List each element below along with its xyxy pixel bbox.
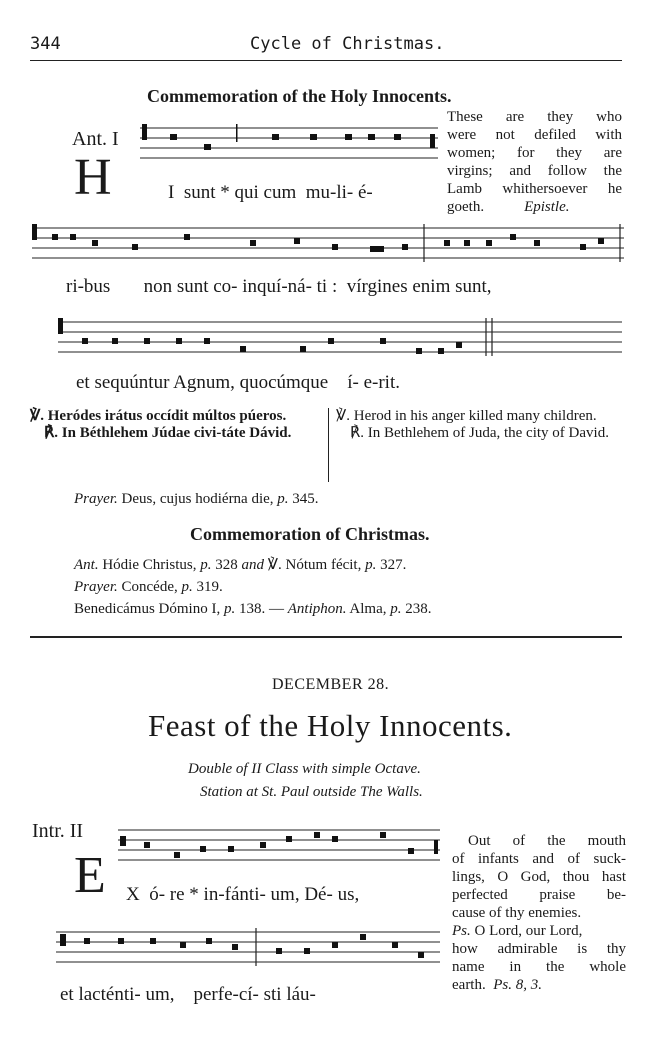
chant-staff-1 (140, 120, 438, 168)
versicle-latin-text: ℣. Heródes irátus occídit múltos púeros. (30, 408, 287, 424)
ant-label: Ant. (74, 557, 99, 573)
section-divider (30, 636, 622, 638)
page-ref-number: 327. (380, 557, 407, 573)
page-ref-number: 328 (215, 557, 238, 573)
translation-block-innocents (447, 108, 622, 216)
translation-line: cause of thy enemies. (452, 905, 582, 921)
prayer-text: Concéde, (121, 579, 178, 595)
translation-line: women; for they are (447, 145, 622, 161)
translation-line: name in the whole (452, 959, 626, 975)
page-ref-abbrev: p. (181, 579, 193, 595)
section-title-christmas: Commemoration of Christmas. (190, 524, 430, 544)
response-english-text: ℟. In Bethlehem of Juda, the city of David. (350, 425, 609, 441)
header-rule (30, 60, 622, 61)
page-ref-number: 138. — (238, 601, 284, 617)
lyric-line-3: et sequúntur Agnum, quocúmque í- e-rit. (76, 372, 400, 393)
ant-text: Hódie Christus, (102, 557, 197, 573)
page-ref-abbrev: p. (365, 557, 377, 573)
translation-block-feast (452, 832, 626, 994)
running-title: Cycle of Christmas. (250, 34, 445, 54)
page-number: 344 (30, 34, 61, 54)
versicle-text: ℣. Nótum fécit, (267, 557, 362, 573)
psalm-reference: Ps. 8, 3. (493, 977, 542, 993)
feast-station: Station at St. Paul outside The Walls. (200, 784, 423, 800)
page-ref-abbrev: p. (200, 557, 212, 573)
feast-date: DECEMBER 28. (272, 676, 390, 693)
lyric-line-1: I sunt * qui cum mu-li- é- (168, 182, 373, 203)
lyric-line-2: ri-bus non sunt co- inquí-ná- ti : vírgines enim sunt, (66, 276, 492, 297)
antiphon-label: Antiphon. (287, 601, 347, 617)
page-ref-number: 238. (405, 601, 432, 617)
page-ref-number: 319. (196, 579, 223, 595)
translation-line: earth. (452, 977, 486, 993)
versicle-english (336, 408, 624, 442)
translation-line: virgins; and follow the (447, 163, 622, 179)
chant-staff-5 (56, 922, 440, 974)
feast-title: Feast of the Holy Innocents. (148, 708, 513, 743)
benedicamus-line (74, 600, 432, 618)
introit-lyric-line-2: et lacténti- um, perfe-cí- sti láu- (60, 984, 316, 1005)
prayer-label: Prayer. (74, 491, 118, 507)
drop-cap-e: E (74, 847, 106, 904)
chant-staff-2 (32, 218, 624, 270)
chant-staff-4 (118, 820, 440, 872)
conjunction: and (241, 557, 265, 573)
prayer-line-innocents (74, 490, 319, 508)
chant-staff-3 (58, 312, 622, 366)
introit-mode-label: Intr. II (32, 820, 84, 842)
antiphon-text: Alma, (349, 601, 387, 617)
page-ref-abbrev: p. (390, 601, 402, 617)
column-divider (328, 408, 329, 482)
translation-line: goeth. (447, 199, 485, 215)
section-title-innocents: Commemoration of the Holy Innocents. (147, 86, 452, 106)
translation-line: perfected praise be- (452, 887, 626, 903)
translation-line: O Lord, our Lord, (474, 923, 583, 939)
versicle-english-text: ℣. Herod in his anger killed many children. (336, 408, 597, 424)
response-latin-text: ℟. In Béthlehem Júdae civi-táte Dávid. (44, 425, 292, 441)
epistle-reference: Epistle. (524, 199, 570, 215)
prayer-text: Deus, cujus hodiérna die, (121, 491, 274, 507)
versicle-latin (30, 408, 320, 442)
antiphon-mode-label: Ant. I (72, 128, 119, 150)
christmas-antiphon-line (74, 556, 406, 574)
page-ref-abbrev: p. (277, 491, 289, 507)
page-ref-number: 345. (292, 491, 319, 507)
translation-line: how admirable is thy (452, 941, 626, 957)
introit-lyric-line-1: X ó- re * in-fánti- um, Dé- us, (126, 884, 360, 905)
prayer-label: Prayer. (74, 579, 118, 595)
benedicamus-text: Benedicámus Dómino I, (74, 601, 221, 617)
page-ref-abbrev: p. (223, 601, 236, 617)
translation-line: Lamb whithersoever he (447, 181, 622, 197)
translation-line: of infants and of suck- (452, 851, 626, 867)
christmas-prayer-line (74, 578, 223, 596)
translation-line: lings, O God, thou hast (452, 869, 626, 885)
translation-line: These are they who (447, 109, 622, 125)
feast-rank: Double of II Class with simple Octave. (188, 761, 421, 777)
psalm-label: Ps. (452, 923, 471, 939)
drop-cap-h: H (74, 149, 112, 206)
translation-line: Out of the mouth (468, 833, 626, 849)
translation-line: were not defiled with (447, 127, 622, 143)
